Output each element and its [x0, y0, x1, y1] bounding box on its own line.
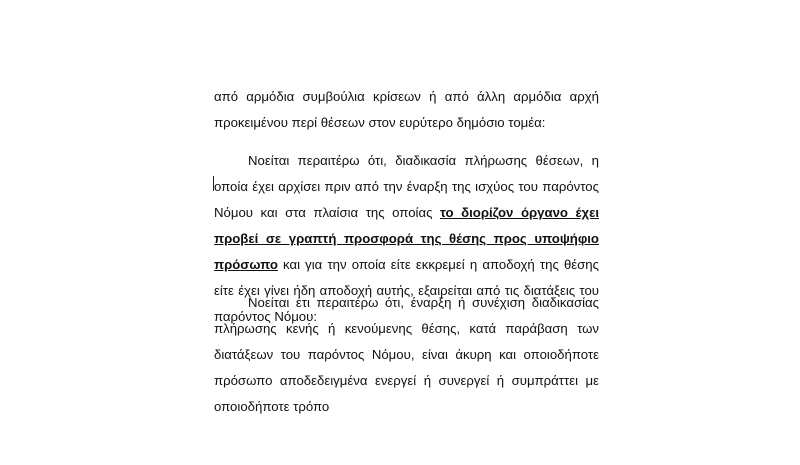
paragraph-1: από αρμόδια συμβούλια κρίσεων ή από άλλη αρμόδια αρχή προκειμένου περί θέσεων στον ευρύτερο δημόσιο τομέα:	[214, 89, 599, 130]
paragraph-3-text: Νοείται έτι περαιτέρω ότι, έναρξη ή συνέχιση διαδικασίας πλήρωσης κενής ή κενούμενης θέσης, κατά παράβαση των διατάξεων του παρόντος Νόμου, είναι άκυρη και οποιοδήποτε πρόσωπο αποδεδειγμένα ενεργεί ή συνεργεί ή συμπράττει με οποιοδήποτε τρόπο	[214, 295, 599, 414]
paragraph-2-before: Νοείται περαιτέρω ότι, διαδικασία πλήρωσης θέσεων, η οποία έχει αρχίσει πριν από την έναρξη της ισχύος του παρόντος Νόμου και στα πλαίσια της οποίας	[214, 153, 599, 220]
paragraph-3	[214, 290, 599, 414]
text-cursor	[213, 176, 214, 191]
paragraph-2-emphasis: το διορίζον όργανο έχει προβεί σε γραπτή προσφορά της θέσης προς υποψήφιο πρόσωπο	[214, 205, 600, 272]
paragraph-2-after: και για την οποία είτε εκκρεμεί η αποδοχή της θέσης είτε έχει γίνει ήδη αποδοχή αυτής, εξαιρείται από τις διατάξεις του παρόντος Νόμου:	[214, 257, 599, 324]
